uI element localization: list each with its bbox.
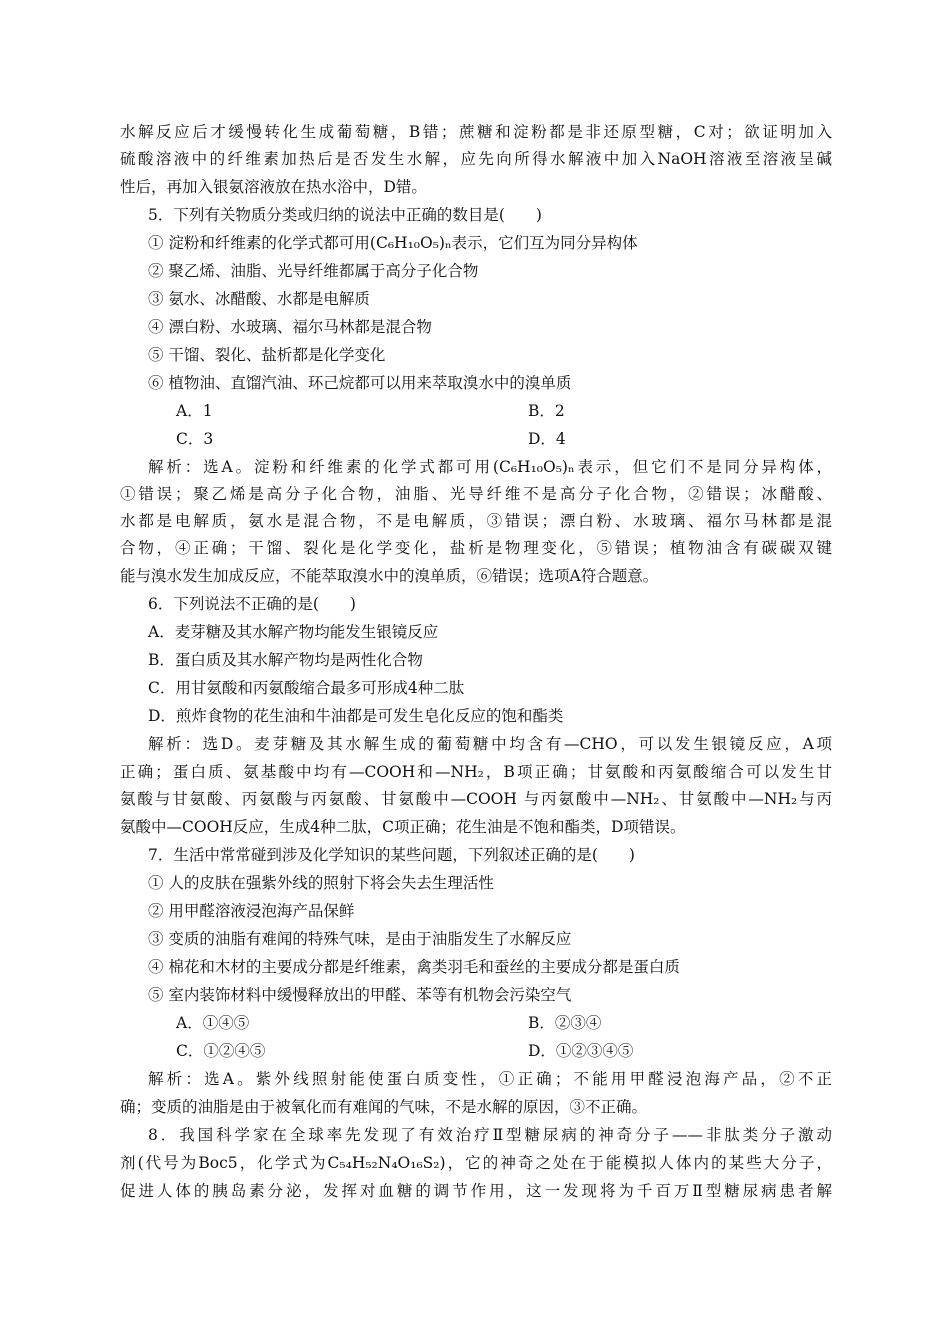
option-b: B．②③④ [528, 1014, 602, 1032]
analysis-line: 合物，④正确；干馏、裂化是化学变化，盐析是物理变化，⑤错误；植物油含有碳碳双键 [120, 539, 832, 557]
analysis-line: 确；变质的油脂是由于被氧化而有难闻的气味，不是水解的原因，③不正确。 [120, 1098, 648, 1116]
statement-item: ② 用甲醛溶液浸泡海产品保鲜 [148, 902, 355, 920]
analysis-line: 氨酸与甘氨酸、丙氨酸与丙氨酸、甘氨酸中—COOH 与丙氨酸中—NH₂、甘氨酸中—NH₂与丙 [120, 790, 832, 808]
statement-item: ⑤ 室内装饰材料中缓慢释放出的甲醛、苯等有机物会污染空气 [148, 986, 572, 1004]
analysis-line: 水都是电解质，氨水是混合物，不是电解质，③错误；漂白粉、水玻璃、福尔马林都是混 [120, 512, 832, 530]
option-a: A．①④⑤ [176, 1014, 250, 1032]
analysis-line: 解析：选A。淀粉和纤维素的化学式都可用(C₆H₁₀O₅)ₙ表示，但它们不是同分异构体， [148, 458, 832, 476]
statement-item: ③ 变质的油脂有难闻的特殊气味，是由于油脂发生了水解反应 [148, 930, 572, 948]
statement-item: ③ 氨水、冰醋酸、水都是电解质 [148, 290, 370, 308]
analysis-line: 正确；蛋白质、氨基酸中均有—COOH和—NH₂，B项正确；甘氨酸和丙氨酸缩合可以发生甘 [120, 763, 832, 781]
statement-item: ④ 漂白粉、水玻璃、福尔马林都是混合物 [148, 318, 432, 336]
analysis-line: 解析：选A。紫外线照射能使蛋白质变性，①正确；不能用甲醛浸泡海产品，②不正 [148, 1070, 832, 1088]
option-b: B．2 [528, 402, 565, 420]
text-line: 水解反应后才缓慢转化生成葡萄糖，B错；蔗糖和淀粉都是非还原型糖，C对；欲证明加入 [120, 123, 832, 141]
analysis-line: 氨酸中—COOH反应，生成4种二肽，C项正确；花生油是不饱和酯类，D项错误。 [120, 818, 686, 836]
option-d: D．4 [528, 430, 566, 448]
option-d: D．①②③④⑤ [528, 1042, 634, 1060]
option-a: A．麦芽糖及其水解产物均能发生银镜反应 [148, 623, 439, 641]
statement-item: ① 人的皮肤在强紫外线的照射下将会失去生理活性 [148, 874, 494, 892]
option-c: C．3 [176, 430, 214, 448]
analysis-line: 能与溴水发生加成反应，不能萃取溴水中的溴单质，⑥错误；选项A符合题意。 [120, 567, 659, 585]
statement-item: ④ 棉花和木材的主要成分都是纤维素，禽类羽毛和蚕丝的主要成分都是蛋白质 [148, 958, 680, 976]
option-d: D．煎炸食物的花生油和牛油都是可发生皂化反应的饱和酯类 [148, 707, 564, 725]
statement-item: ⑤ 干馏、裂化、盐析都是化学变化 [148, 346, 386, 364]
option-c: C．用甘氨酸和丙氨酸缩合最多可形成4种二肽 [148, 679, 465, 697]
analysis-line: ①错误；聚乙烯是高分子化合物，油脂、光导纤维不是高分子化合物，②错误；冰醋酸、 [120, 485, 832, 503]
text-line: 硫酸溶液中的纤维素加热后是否发生水解，应先向所得水解液中加入NaOH溶液至溶液呈碱 [120, 150, 832, 168]
option-c: C．①②④⑤ [176, 1042, 266, 1060]
question-6: 6．下列说法不正确的是( ) [148, 595, 356, 613]
text-line: 剂(代号为Boc5，化学式为C₅₄H₅₂N₄O₁₆S₂)，它的神奇之处在于能模拟人体内的某些大分子， [120, 1154, 832, 1172]
statement-item: ⑥ 植物油、直馏汽油、环己烷都可以用来萃取溴水中的溴单质 [148, 374, 572, 392]
text-line: 促进人体的胰岛素分泌，发挥对血糖的调节作用，这一发现将为千百万Ⅱ型糖尿病患者解 [120, 1182, 832, 1200]
question-5: 5．下列有关物质分类或归纳的说法中正确的数目是( ) [148, 206, 542, 224]
option-a: A．1 [176, 402, 213, 420]
option-b: B．蛋白质及其水解产物均是两性化合物 [148, 651, 423, 669]
analysis-line: 解析：选D。麦芽糖及其水解生成的葡萄糖中均含有—CHO，可以发生银镜反应，A项 [148, 735, 832, 753]
text-line: 性后，再加入银氨溶液放在热水浴中，D错。 [120, 178, 427, 196]
statement-item: ① 淀粉和纤维素的化学式都可用(C₆H₁₀O₅)ₙ表示，它们互为同分异构体 [148, 234, 638, 252]
question-8: 8．我国科学家在全球率先发现了有效治疗Ⅱ型糖尿病的神奇分子——非肽类分子激动 [148, 1126, 832, 1144]
statement-item: ② 聚乙烯、油脂、光导纤维都属于高分子化合物 [148, 262, 479, 280]
question-7: 7．生活中常常碰到涉及化学知识的某些问题，下列叙述正确的是( ) [148, 846, 635, 864]
